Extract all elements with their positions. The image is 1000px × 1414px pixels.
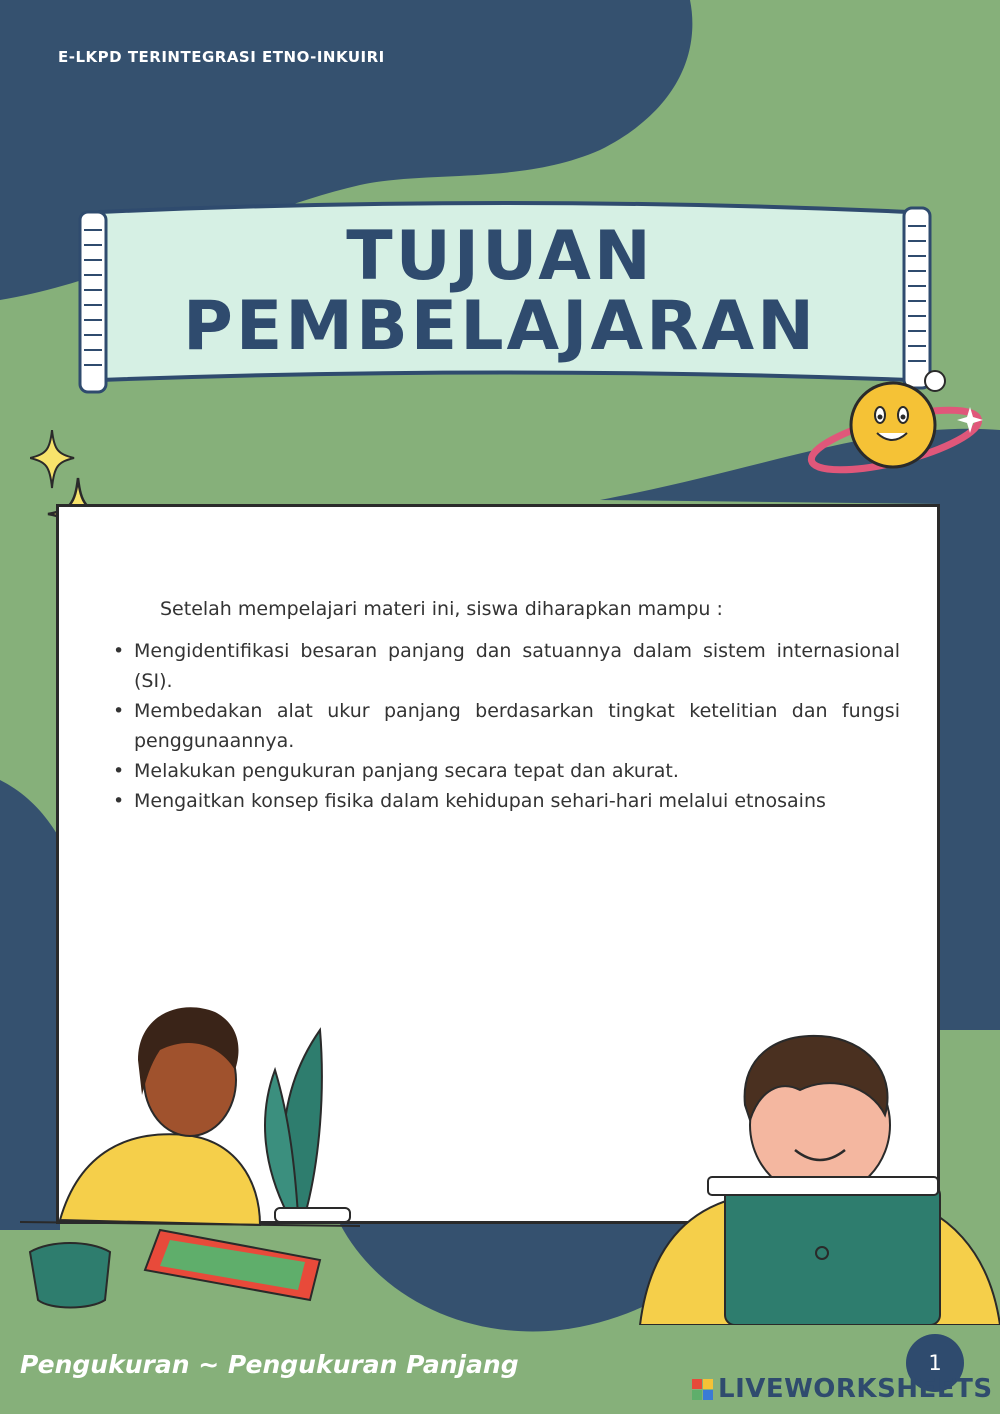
student-laptop-illustration bbox=[630, 1025, 1000, 1325]
footer-title: Pengukuran ~ Pengukuran Panjang bbox=[20, 1350, 519, 1379]
page-number: 1 bbox=[906, 1334, 964, 1392]
student-writing-illustration bbox=[20, 990, 360, 1320]
list-item: • Mengidentifikasi besaran panjang dan satuannya dalam sistem internasional (SI). bbox=[113, 636, 900, 696]
list-item: • Membedakan alat ukur panjang berdasarkan tingkat ketelitian dan fungsi penggunaannya. bbox=[113, 696, 900, 756]
brand-mark-icon bbox=[692, 1379, 713, 1400]
list-item: • Mengaitkan konsep fisika dalam kehidupan sehari-hari melalui etnosains bbox=[113, 786, 900, 816]
brand-text: LIVEWORKSHEETS bbox=[718, 1374, 993, 1404]
page-title bbox=[130, 217, 870, 366]
liveworksheets-logo[interactable] bbox=[692, 1374, 993, 1404]
title-line-1: TUJUAN bbox=[346, 217, 654, 296]
planet-icon bbox=[805, 365, 995, 485]
objectives-intro: Setelah mempelajari materi ini, siswa diharapkan mampu : bbox=[160, 598, 723, 620]
title-line-2: PEMBELAJARAN bbox=[182, 287, 818, 366]
objectives-list bbox=[113, 636, 900, 816]
document-header-label: E-LKPD TERINTEGRASI ETNO-INKUIRI bbox=[58, 48, 385, 66]
list-item: • Melakukan pengukuran panjang secara tepat dan akurat. bbox=[113, 756, 900, 786]
